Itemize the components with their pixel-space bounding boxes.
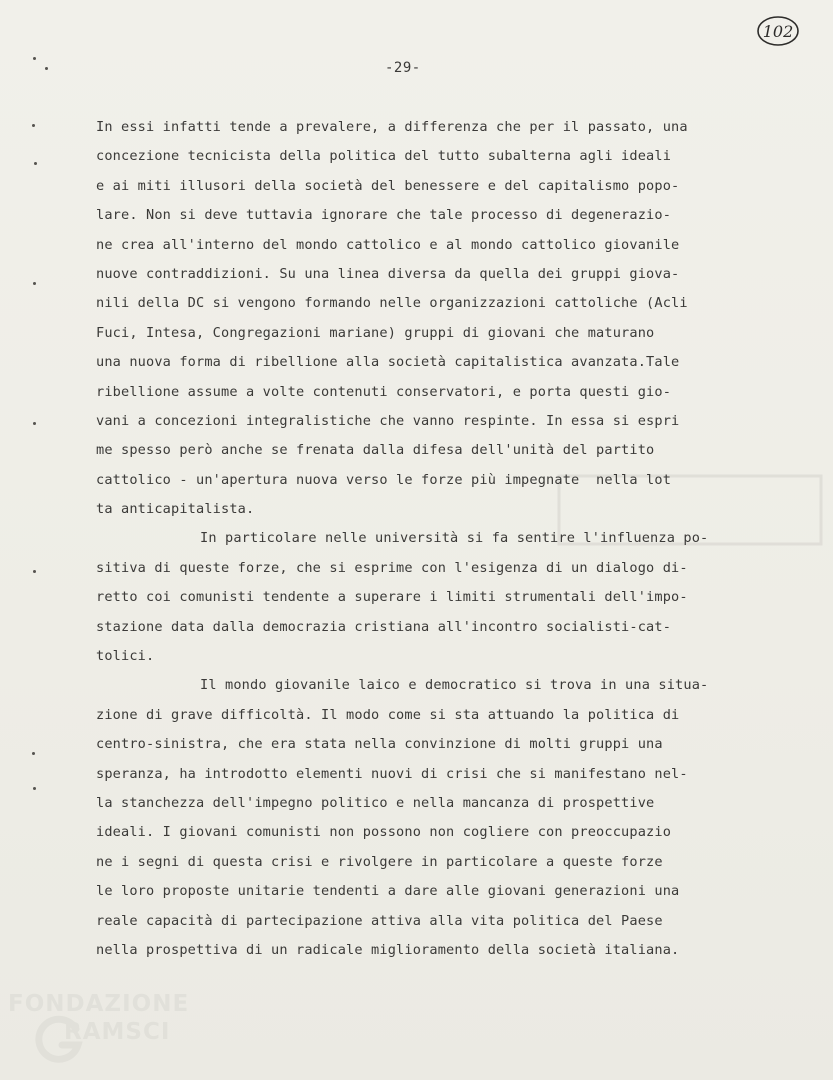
handwritten-folio-number: [756, 14, 800, 48]
text-line: speranza, ha introdotto elementi nuovi di crisi che si manifestano nel-: [96, 765, 688, 782]
text-line: In essi infatti tende a prevalere, a differenza che per il passato, una: [96, 119, 688, 135]
text-line: nella prospettiva di un radicale miglioramento della società italiana.: [96, 941, 680, 958]
margin-mark: [34, 162, 37, 165]
margin-mark: [33, 422, 36, 425]
text-line: centro-sinistra, che era stata nella convinzione di molti gruppi una: [96, 736, 663, 753]
paragraph-start-line: Il mondo giovanile laico e democratico si trova in una situa-: [200, 677, 709, 694]
margin-mark: [32, 752, 35, 755]
text-line: ne i segni di questa crisi e rivolgere in particolare a queste forze: [96, 853, 663, 870]
text-line: la stanchezza dell'impegno politico e nella mancanza di prospettive: [96, 794, 655, 811]
margin-mark: [33, 57, 36, 60]
text-line: Fuci, Intesa, Congregazioni mariane) gruppi di giovani che maturano: [96, 324, 655, 341]
text-line: e ai miti illusori della società del benessere e del capitalismo popo-: [96, 177, 680, 194]
text-line: nili della DC si vengono formando nelle organizzazioni cattoliche (Acli: [96, 295, 688, 312]
text-line: ta anticapitalista.: [96, 501, 255, 518]
folio-text: 102: [762, 21, 794, 41]
fondazione-gramsci-watermark: [2, 985, 212, 1075]
text-line: ideali. I giovani comunisti non possono non cogliere con preoccupazio: [96, 824, 672, 841]
text-line: concezione tecnicista della politica del tutto subalterna agli ideali: [96, 148, 672, 165]
paragraph-start-line: In particolare nelle università si fa sentire l'influenza po-: [200, 530, 709, 547]
text-line: nuove contraddizioni. Su una linea diversa da quella dei gruppi giova-: [96, 265, 680, 282]
text-line: lare. Non si deve tuttavia ignorare che tale processo di degenerazio-: [96, 207, 672, 224]
text-line: ribellione assume a volte contenuti conservatori, e porta questi gio-: [96, 383, 672, 400]
margin-mark: [32, 124, 35, 127]
margin-mark: [33, 570, 36, 573]
watermark-line-1: FONDAZIONE: [8, 991, 190, 1017]
text-line: una nuova forma di ribellione alla società capitalistica avanzata.Tale: [96, 354, 680, 371]
text-line: reale capacità di partecipazione attiva alla vita politica del Paese: [96, 912, 663, 929]
text-line: ne crea all'interno del mondo cattolico e al mondo cattolico giovanile: [96, 236, 680, 253]
text-line: cattolico - un'apertura nuova verso le forze più impegnate nella lot: [96, 471, 672, 488]
text-line: vani a concezioni integralistiche che vanno respinte. In essa si espri: [96, 412, 680, 429]
margin-mark: [45, 67, 48, 70]
typed-body-text: [96, 113, 796, 965]
text-line: retto coi comunisti tendente a superare i limiti strumentali dell'impo-: [96, 589, 688, 606]
text-line: sitiva di queste forze, che si esprime con l'esigenza di un dialogo di-: [96, 559, 688, 576]
watermark-line-2: RAMSCI: [64, 1019, 171, 1045]
text-line: zione di grave difficoltà. Il modo come si sta attuando la politica di: [96, 706, 680, 723]
text-line: tolici.: [96, 648, 155, 665]
page-number: -29-: [385, 60, 421, 76]
text-line: le loro proposte unitarie tendenti a dare alle giovani generazioni una: [96, 883, 680, 900]
margin-mark: [33, 787, 36, 790]
margin-mark: [33, 282, 36, 285]
text-line: me spesso però anche se frenata dalla difesa dell'unità del partito: [96, 442, 655, 459]
text-line: stazione data dalla democrazia cristiana all'incontro socialisti-cat-: [96, 618, 672, 635]
